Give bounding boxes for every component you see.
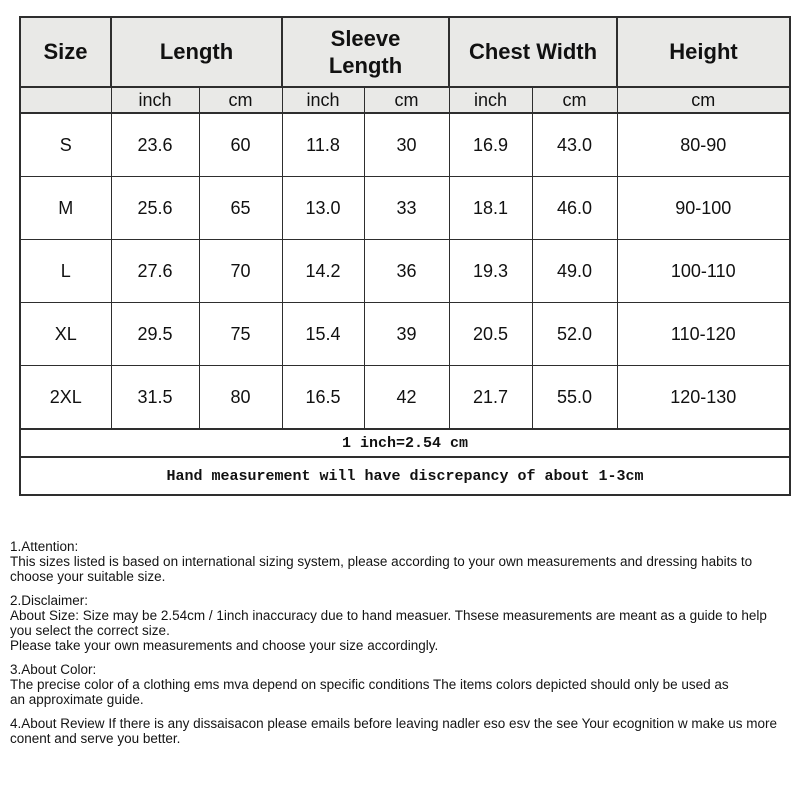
sleeve-cm-value: 30: [364, 113, 449, 177]
unit-header-length-inch: inch: [111, 87, 199, 113]
note-text: Please take your own measurements and choose your size accordingly.: [10, 638, 439, 653]
note-attention: [10, 539, 792, 584]
measurement-note: Hand measurement will have discrepancy of about 1-3cm: [20, 457, 790, 495]
table-row-s: [20, 113, 790, 177]
table-row-m: [20, 177, 790, 240]
chest-inch-value: 20.5: [449, 303, 532, 366]
note-text: About Size: Size may be 2.54cm / 1inch inaccuracy due to hand measuer. Thsese measurements are meant as a guide to help you select the correct size.: [10, 608, 767, 638]
sleeve-inch-value: 15.4: [282, 303, 364, 366]
col-header-sleeve-length: [282, 17, 449, 87]
sleeve-cm-value: 33: [364, 177, 449, 240]
length-cm-value: 80: [199, 366, 282, 430]
length-cm-value: 70: [199, 240, 282, 303]
col-header-length: Length: [111, 17, 282, 87]
length-inch-value: 23.6: [111, 113, 199, 177]
note-heading: 2.Disclaimer:: [10, 593, 89, 608]
note-text: If there is any dissaisacon please emails before leaving nadler eso esv the see Your ecognition w make us more: [108, 716, 777, 731]
table-row-xl: [20, 303, 790, 366]
note-text: an approximate guide.: [10, 692, 144, 707]
unit-header-height-cm: cm: [617, 87, 790, 113]
chest-inch-value: 18.1: [449, 177, 532, 240]
sleeve-cm-value: 36: [364, 240, 449, 303]
note-heading: 1.Attention:: [10, 539, 79, 554]
table-row-l: [20, 240, 790, 303]
measurement-note-row: [20, 457, 790, 495]
length-cm-value: 65: [199, 177, 282, 240]
note-about-color: [10, 662, 792, 707]
height-cm-value: 80-90: [617, 113, 790, 177]
sleeve-inch-value: 16.5: [282, 366, 364, 430]
size-value: M: [20, 177, 111, 240]
unit-header-sleeve-cm: cm: [364, 87, 449, 113]
size-value: S: [20, 113, 111, 177]
sleeve-inch-value: 11.8: [282, 113, 364, 177]
height-cm-value: 90-100: [617, 177, 790, 240]
col-header-sleeve-length-label: Sleeve Length: [328, 25, 403, 78]
length-cm-value: 60: [199, 113, 282, 177]
chest-cm-value: 52.0: [532, 303, 617, 366]
length-cm-value: 75: [199, 303, 282, 366]
chest-cm-value: 49.0: [532, 240, 617, 303]
table-units-row: [20, 87, 790, 113]
sleeve-inch-value: 13.0: [282, 177, 364, 240]
unit-header-length-cm: cm: [199, 87, 282, 113]
unit-header-chest-cm: cm: [532, 87, 617, 113]
table-row-2xl: [20, 366, 790, 430]
note-text: The precise color of a clothing ems mva depend on specific conditions The items colors depicted should only be used as: [10, 677, 729, 692]
sleeve-inch-value: 14.2: [282, 240, 364, 303]
size-value: XL: [20, 303, 111, 366]
conversion-note-row: [20, 429, 790, 457]
length-inch-value: 27.6: [111, 240, 199, 303]
size-value: 2XL: [20, 366, 111, 430]
col-header-chest-width: Chest Width: [449, 17, 617, 87]
col-header-size: Size: [20, 17, 111, 87]
chest-inch-value: 21.7: [449, 366, 532, 430]
conversion-note: 1 inch=2.54 cm: [20, 429, 790, 457]
chest-cm-value: 43.0: [532, 113, 617, 177]
size-value: L: [20, 240, 111, 303]
length-inch-value: 29.5: [111, 303, 199, 366]
note-text: [10, 716, 792, 731]
note-heading: 3.About Color:: [10, 662, 97, 677]
sleeve-cm-value: 42: [364, 366, 449, 430]
height-cm-value: 100-110: [617, 240, 790, 303]
chest-cm-value: 46.0: [532, 177, 617, 240]
note-text: This sizes listed is based on international sizing system, please according to your own measurements and dressing habits to choose your suitable size.: [10, 554, 753, 584]
note-text: conent and serve you better.: [10, 731, 181, 746]
notes-section: [10, 539, 792, 755]
sleeve-cm-value: 39: [364, 303, 449, 366]
chest-inch-value: 19.3: [449, 240, 532, 303]
unit-header-sleeve-inch: inch: [282, 87, 364, 113]
note-about-review: [10, 716, 792, 746]
height-cm-value: 110-120: [617, 303, 790, 366]
note-heading: 4.About Review: [10, 716, 105, 731]
height-cm-value: 120-130: [617, 366, 790, 430]
size-chart-table: [19, 16, 791, 496]
note-disclaimer: [10, 593, 792, 653]
table-header-row: [20, 17, 790, 87]
chest-inch-value: 16.9: [449, 113, 532, 177]
length-inch-value: 25.6: [111, 177, 199, 240]
unit-header-empty: [20, 87, 111, 113]
col-header-height: Height: [617, 17, 790, 87]
length-inch-value: 31.5: [111, 366, 199, 430]
unit-header-chest-inch: inch: [449, 87, 532, 113]
chest-cm-value: 55.0: [532, 366, 617, 430]
